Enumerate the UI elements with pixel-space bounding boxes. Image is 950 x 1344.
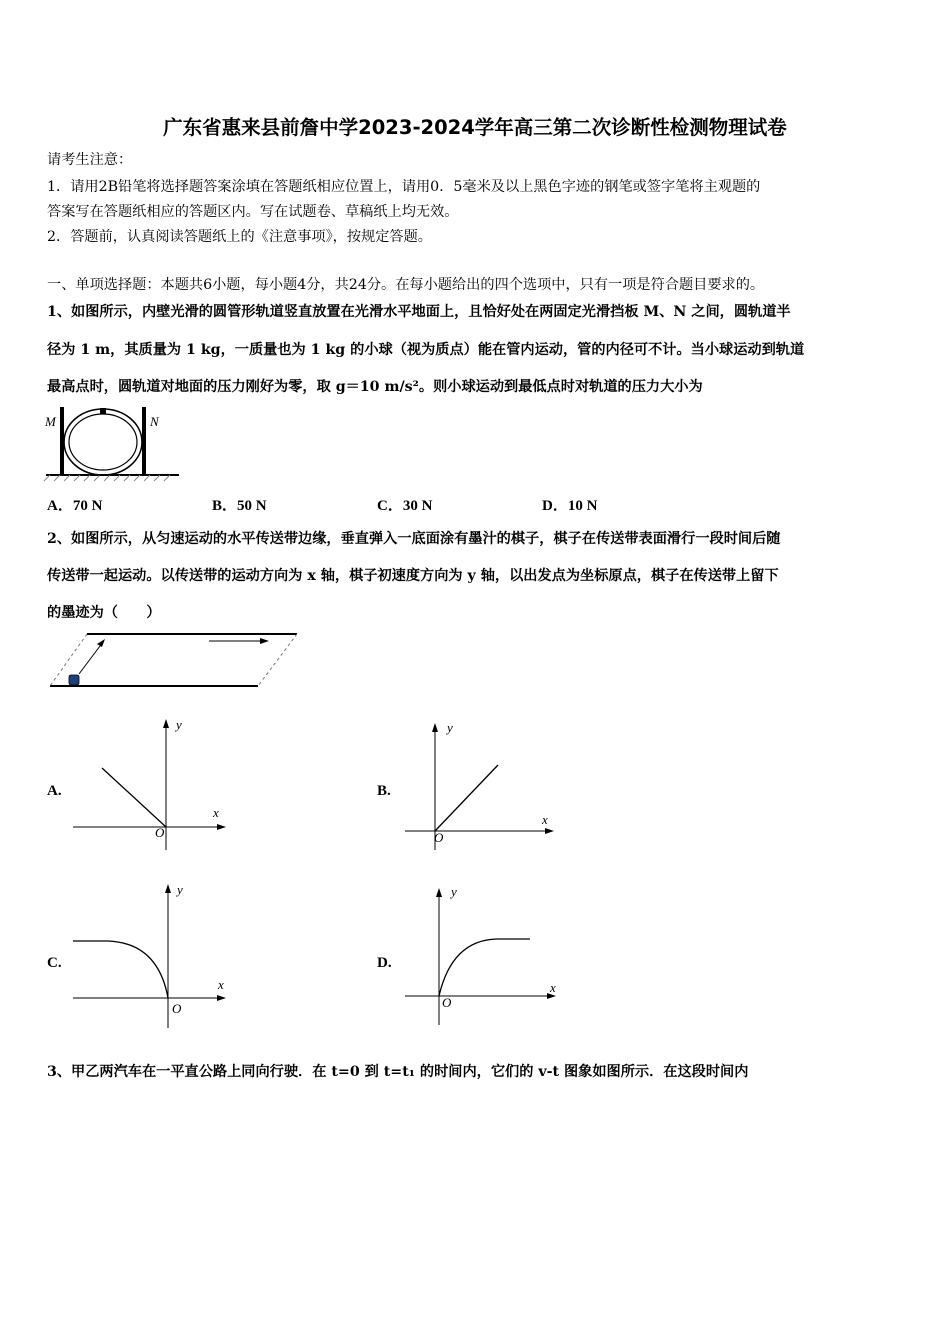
q2-b-axis-y: y: [447, 720, 453, 735]
q1-line-1: 1、如图所示，内壁光滑的圆管形轨道竖直放置在光滑水平地面上，且恰好处在两固定光滑挡板 M、N 之间，圆轨道半: [47, 304, 791, 320]
page-title: 广东省惠来县前詹中学2023-2024学年高三第二次诊断性检测物理试卷: [163, 116, 787, 139]
q1-figure-ring-track: [44, 405, 184, 480]
q2-d-axis-x: x: [550, 980, 556, 995]
notice-line-3: 2．答题前，认真阅读答题纸上的《注意事项》，按规定答题。: [47, 229, 432, 245]
q2-b-axis-x: x: [542, 812, 548, 827]
notice-heading: 请考生注意：: [47, 152, 133, 168]
q2-d-origin: O: [442, 995, 452, 1010]
notice-line-1: 1．请用2B铅笔将选择题答案涂填在答题纸相应位置上，请用0．5毫米及以上黑色字迹的钢笔或签字笔将主观题的: [47, 179, 761, 195]
q1-figure-label-n: N: [150, 414, 159, 429]
q2-option-c-graph[interactable]: [70, 880, 240, 1030]
q2-figure-conveyor-belt: [47, 630, 307, 692]
q2-option-a-label[interactable]: A.: [47, 783, 62, 799]
q2-b-origin: O: [434, 830, 444, 845]
section-heading: 一、单项选择题：本题共6小题，每小题4分，共24分。在每小题给出的四个选项中，只有一项是符合题目要求的。: [47, 277, 765, 293]
q1-option-d[interactable]: D．10 N: [542, 498, 598, 514]
q2-a-axis-x: x: [213, 805, 219, 820]
q1-line-2: 径为 1 m，其质量为 1 kg，一质量也为 1 kg 的小球（视为质点）能在管内运动，管的内径可不计。当小球运动到轨道: [47, 342, 805, 358]
q2-line-2: 传送带一起运动。以传送带的运动方向为 x 轴，棋子初速度方向为 y 轴，以出发点为坐标原点，棋子在传送带上留下: [47, 568, 779, 584]
q2-option-b-graph[interactable]: [402, 715, 572, 850]
notice-line-2: 答案写在答题纸相应的答题区内。写在试题卷、草稿纸上均无效。: [47, 204, 459, 220]
q2-c-axis-y: y: [177, 882, 183, 897]
q1-option-a[interactable]: A．70 N: [47, 498, 103, 514]
q3-line-1: 3、甲乙两汽车在一平直公路上同向行驶．在 t=0 到 t=t₁ 的时间内，它们的 v-t 图象如图所示．在这段时间内: [47, 1064, 749, 1080]
q1-figure-label-m: M: [45, 414, 56, 429]
q2-option-c-label[interactable]: C.: [47, 955, 62, 971]
q2-line-3: 的墨迹为（ ）: [47, 605, 161, 621]
q2-option-d-graph[interactable]: [402, 880, 572, 1030]
q1-option-c[interactable]: C．30 N: [377, 498, 433, 514]
q2-option-d-label[interactable]: D.: [377, 955, 392, 971]
q2-option-b-label[interactable]: B.: [377, 783, 391, 799]
q2-c-origin: O: [172, 1001, 182, 1016]
q1-option-b[interactable]: B．50 N: [212, 498, 267, 514]
q2-c-axis-x: x: [218, 977, 224, 992]
q1-line-3: 最高点时，圆轨道对地面的压力刚好为零，取 g＝10 m/s²。则小球运动到最低点时对轨道的压力大小为: [47, 379, 703, 395]
q2-a-origin: O: [155, 825, 165, 840]
q2-a-axis-y: y: [176, 717, 182, 732]
q2-d-axis-y: y: [451, 884, 457, 899]
q2-line-1: 2、如图所示，从匀速运动的水平传送带边缘，垂直弹入一底面涂有墨汁的棋子，棋子在传送带表面滑行一段时间后随: [47, 531, 781, 547]
